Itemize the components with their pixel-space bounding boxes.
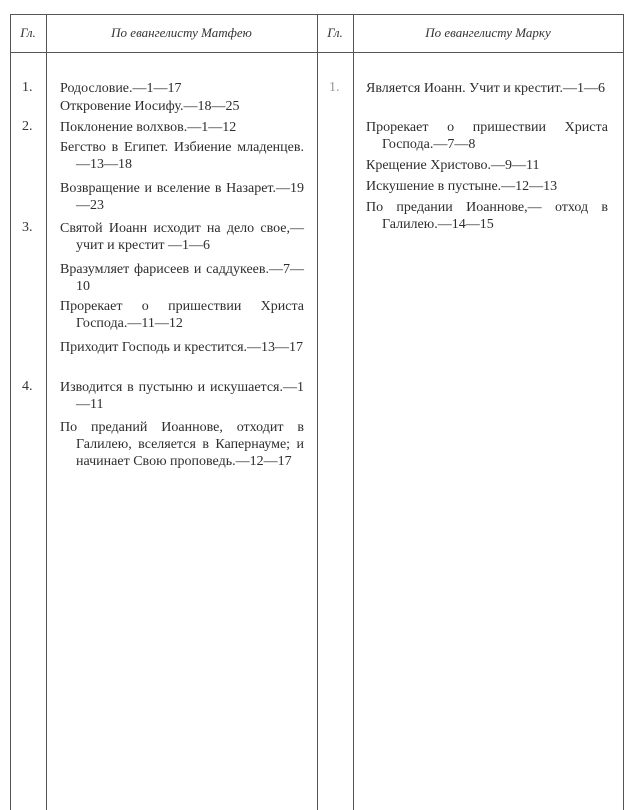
entry-text: Прорекает о пришествии Христа Господа.—11—12 bbox=[60, 299, 304, 331]
entry-text: Откровение Иосифу.—18—25 bbox=[60, 99, 240, 114]
entry-text: Искушение в пустыне.—12—13 bbox=[366, 179, 558, 194]
mark-header: По евангелисту Марку bbox=[425, 25, 551, 40]
entry-text: Является Иоанн. Учит и крестит.—1—6 bbox=[366, 81, 605, 96]
column-divider bbox=[46, 14, 47, 810]
entry-text: По преданий Иоаннове, отходит в Галилею, вселяется в Капернауме; и начинает Свою проповедь.—12—17 bbox=[60, 420, 304, 469]
matthew-entry bbox=[60, 419, 304, 470]
entry-text: Крещение Христово.—9—11 bbox=[366, 158, 540, 173]
entry-text: Прорекает о пришествии Христа Господа.—7—8 bbox=[366, 120, 608, 152]
chapter-header-right: Гл. bbox=[327, 25, 343, 40]
matthew-entry bbox=[60, 339, 304, 356]
mark-entry bbox=[366, 178, 608, 195]
entry-text: По предании Иоаннове,— отход в Галилею.—14—15 bbox=[366, 200, 608, 232]
entry-text: Приходит Господь и крестится.—13—17 bbox=[60, 340, 304, 355]
matthew-entry bbox=[60, 379, 304, 413]
entry-text: Возвращение и вселение в Назарет.—19—23 bbox=[60, 181, 304, 213]
matthew-header: По евангелисту Матфею bbox=[111, 25, 252, 40]
chapter-number: 2. bbox=[22, 119, 33, 134]
mark-entry bbox=[366, 199, 608, 233]
chapter-header-left: Гл. bbox=[20, 25, 36, 40]
mark-entry bbox=[366, 119, 608, 153]
matthew-entry bbox=[60, 261, 304, 295]
chapter-number: 4. bbox=[22, 379, 33, 394]
matthew-entry bbox=[60, 98, 304, 115]
chapter-number: 1. bbox=[22, 80, 33, 95]
column-divider bbox=[353, 14, 354, 810]
matthew-entry bbox=[60, 180, 304, 214]
matthew-entry bbox=[60, 119, 304, 136]
column-divider bbox=[317, 14, 318, 810]
column-divider bbox=[10, 14, 11, 810]
column-divider bbox=[623, 14, 624, 810]
mark-entry bbox=[366, 157, 608, 174]
mark-entry bbox=[366, 80, 608, 97]
entry-text: Родословие.—1—17 bbox=[60, 81, 182, 96]
entry-text: Святой Иоанн исходит на дело свое,— учит и крестит —1—6 bbox=[60, 221, 304, 253]
entry-text: Поклонение волхвов.—1—12 bbox=[60, 120, 237, 135]
chapter-number: 3. bbox=[22, 220, 33, 235]
chapter-number: 1. bbox=[329, 80, 340, 95]
entry-text: Бегство в Египет. Избиение младенцев.—13—18 bbox=[60, 140, 304, 172]
matthew-entry bbox=[60, 298, 304, 332]
entry-text: Изводится в пустыню и искушается.—1—11 bbox=[60, 380, 304, 412]
matthew-entry bbox=[60, 139, 304, 173]
entry-text: Вразумляет фарисеев и саддукеев.—7—10 bbox=[60, 262, 304, 294]
matthew-entry bbox=[60, 80, 304, 97]
matthew-entry bbox=[60, 220, 304, 254]
